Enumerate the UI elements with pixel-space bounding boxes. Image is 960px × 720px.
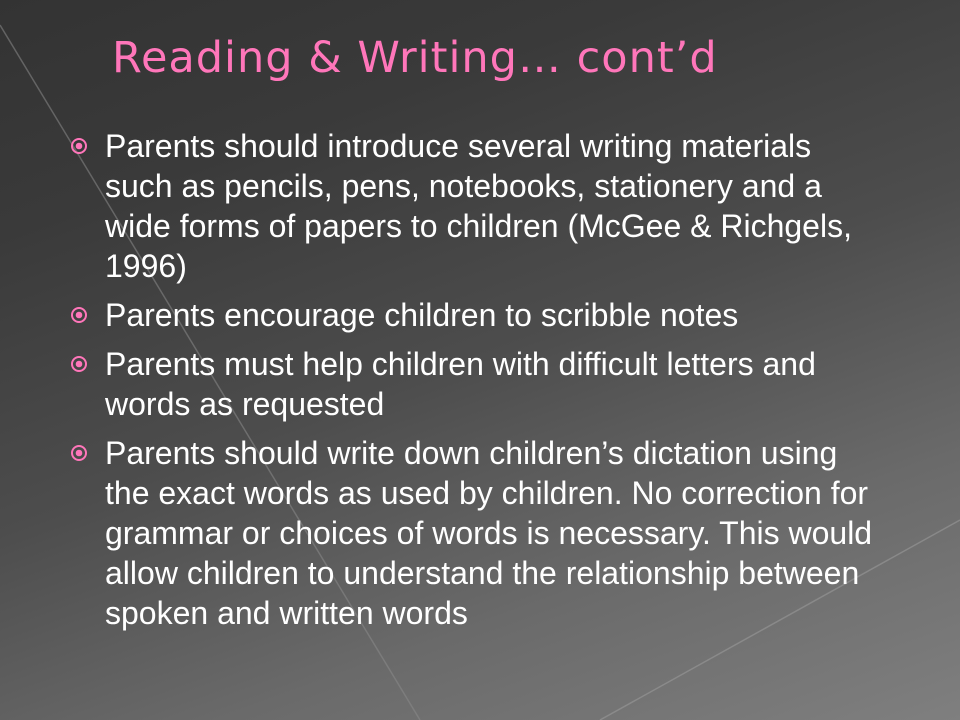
bullet-item <box>64 344 884 424</box>
bullet-list <box>64 126 884 642</box>
bullet-item <box>64 126 884 286</box>
bullet-text: Parents should introduce several writing materials such as pencils, pens, notebooks, stationery and a wide forms of papers to children (McGee & Richgels, 1996) <box>105 128 852 284</box>
circle-dot-icon <box>70 137 88 155</box>
bullet-text: Parents must help children with difficult letters and words as requested <box>105 346 816 422</box>
bullet-item <box>64 295 884 335</box>
slide-title: Reading & Writing… cont’d <box>112 33 718 83</box>
bullet-text: Parents encourage children to scribble notes <box>105 297 739 333</box>
bullet-item <box>64 433 884 633</box>
bullet-text: Parents should write down children’s dictation using the exact words as used by children. No correction for grammar or choices of words is necessary. This would allow children to understand the relationship between spoken and written words <box>105 435 873 631</box>
circle-dot-icon <box>70 444 88 462</box>
circle-dot-icon <box>70 355 88 373</box>
circle-dot-icon <box>70 306 88 324</box>
